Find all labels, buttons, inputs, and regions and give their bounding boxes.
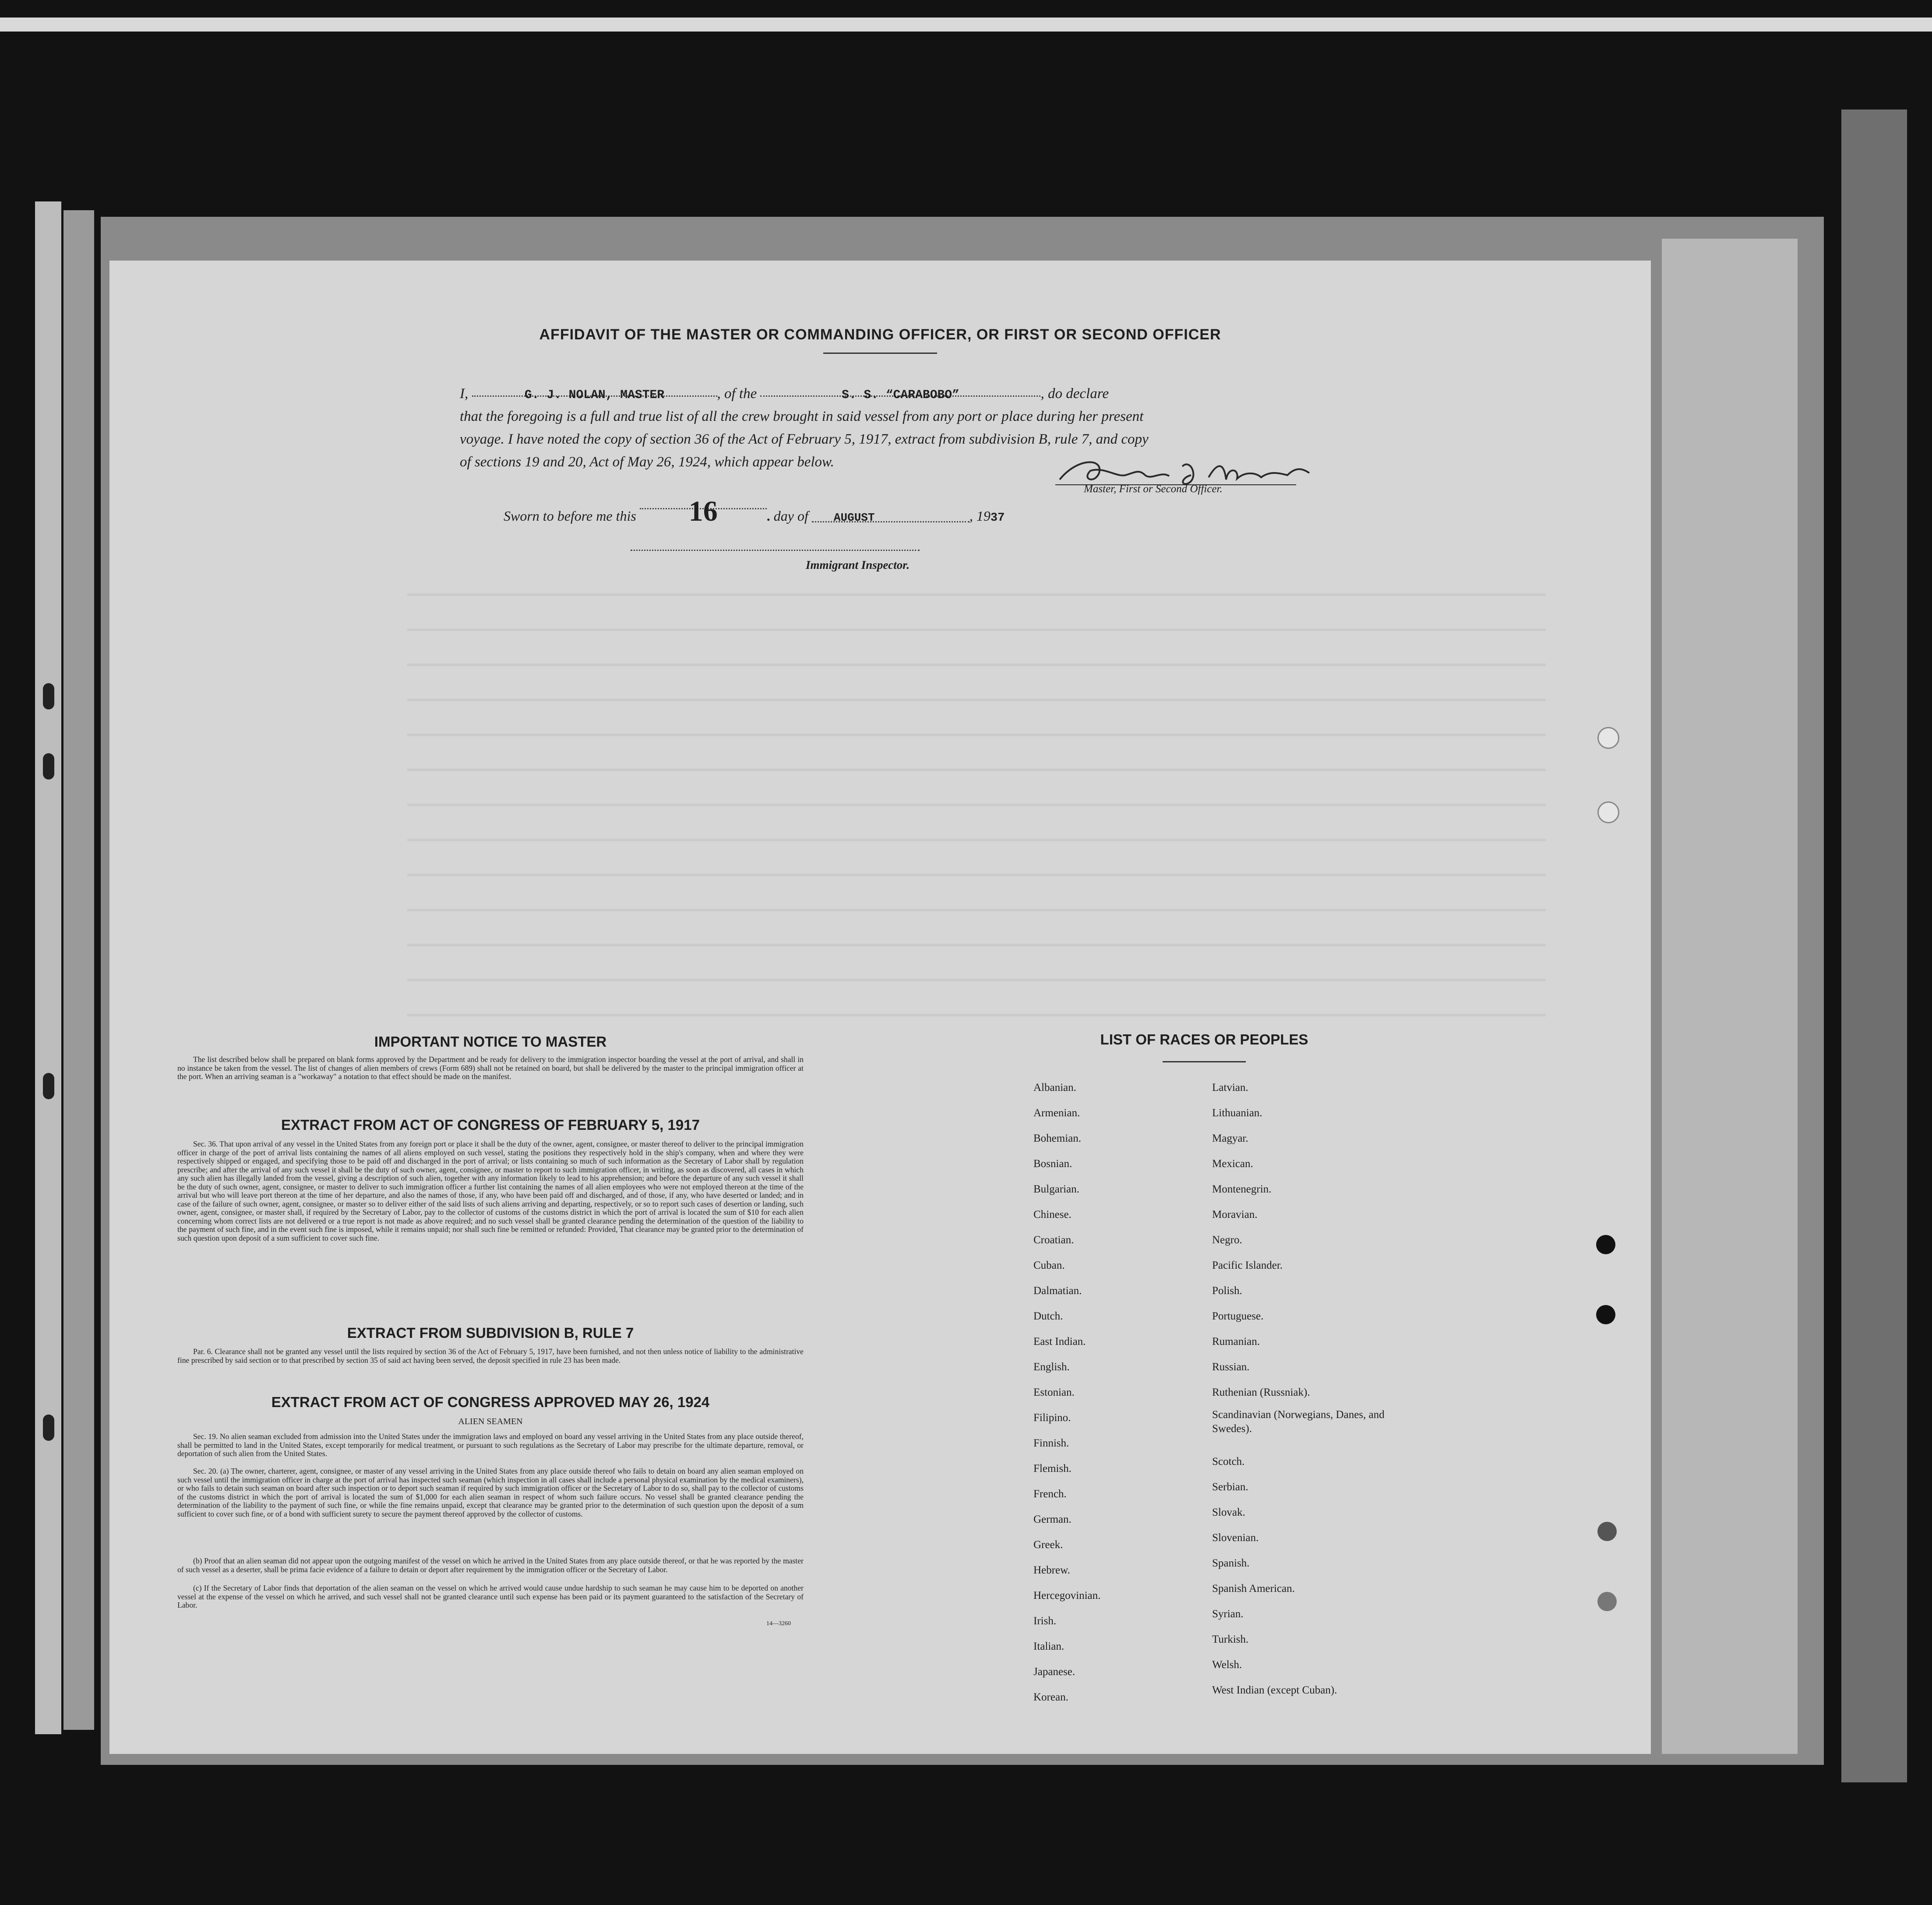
race-item: Italian. (1033, 1640, 1065, 1652)
race-item: Slovak. (1212, 1506, 1245, 1518)
film-edge (0, 18, 1932, 32)
declaration-do-declare: , do declare (1040, 386, 1109, 402)
race-item: Korean. (1033, 1691, 1068, 1703)
race-item: Syrian. (1212, 1608, 1244, 1620)
race-item: Hebrew. (1033, 1564, 1070, 1576)
sec-20b-text: (b) Proof that an alien seaman did not appear upon the outgoing manifest of the vessel on which he arrived in the United States from any place outside thereof, or that he was reported by the master of such vessel as a deserter, shall be prima facie evidence of a failure to detain or deport after requirement by the immigration officer or the Secretary of Labor. (177, 1556, 804, 1574)
race-item: Estonian. (1033, 1386, 1075, 1398)
sec-20c-text: (c) If the Secretary of Labor finds that deportation of the alien seaman on the vessel on which he arrived would cause undue hardship to such seaman he may cause him to be deported on another vessel at the expense of the vessel on which he arrived, and such vessel shall not be granted clearance until such expense has been paid or its payment guaranteed to the satisfaction of the Secretary of Labor. (177, 1584, 804, 1609)
sworn-line: Sworn to before me this 16 . day of AUGUST , 1937 (504, 495, 1005, 527)
race-item: West Indian (except Cuban). (1212, 1684, 1337, 1696)
race-item: Chinese. (1033, 1209, 1072, 1221)
binder-hole (43, 1073, 54, 1099)
race-item: Rumanian. (1212, 1336, 1260, 1348)
declaration-line-4: of sections 19 and 20, Act of May 26, 1924, which appear below. (460, 454, 834, 470)
races-list-right (1212, 1075, 1396, 1703)
race-item: Bulgarian. (1033, 1183, 1079, 1195)
race-item: English. (1033, 1361, 1070, 1373)
race-item: Slovenian. (1212, 1532, 1259, 1544)
race-item: Portuguese. (1212, 1310, 1264, 1322)
sworn-month: AUGUST (833, 511, 875, 524)
race-item: Latvian. (1212, 1082, 1248, 1094)
alien-seamen-subtitle: ALIEN SEAMEN (458, 1417, 523, 1426)
race-item: Lithuanian. (1212, 1107, 1262, 1119)
sworn-year: 37 (990, 512, 1005, 525)
race-item: Spanish American. (1212, 1583, 1295, 1595)
punch-hole (1597, 1592, 1617, 1611)
race-item: French. (1033, 1488, 1067, 1500)
sworn-day: 16 (688, 495, 718, 527)
race-item: Moravian. (1212, 1209, 1258, 1221)
sec-19-text: Sec. 19. No alien seaman excluded from admission into the United States under the immigration laws and employed on board any vessel arriving in the United States from any place outside thereof, shall be permitted to land in the United States, except temporarily for medical treatment, or pursuant to such regulations as the Secretary of Labor may prescribe for the ultimate departure, removal, or deportation of such alien from the United States. (177, 1432, 804, 1458)
title-rule (823, 353, 937, 354)
extract-1917-title: EXTRACT FROM ACT OF CONGRESS OF FEBRUARY 5, 1917 (281, 1117, 700, 1133)
race-item: Turkish. (1212, 1633, 1249, 1645)
signature-caption: Master, First or Second Officer. (1084, 483, 1223, 495)
race-item: Magyar. (1212, 1132, 1248, 1144)
sworn-day-of: day of (773, 508, 808, 524)
race-item: Negro. (1212, 1234, 1242, 1246)
race-item: Bohemian. (1033, 1132, 1082, 1144)
extract-rule7-title: EXTRACT FROM SUBDIVISION B, RULE 7 (347, 1325, 634, 1341)
day-field (640, 495, 767, 527)
race-item: Greek. (1033, 1539, 1063, 1551)
race-item: Polish. (1212, 1285, 1242, 1297)
race-item: Filipino. (1033, 1412, 1071, 1424)
declaration-line-1 (460, 382, 1401, 405)
race-item: Croatian. (1033, 1234, 1074, 1246)
binder-hole (43, 753, 54, 780)
sworn-text: Sworn to before me this (504, 508, 636, 524)
race-item: Spanish. (1212, 1557, 1250, 1569)
month-field (812, 508, 970, 522)
punch-hole (1596, 1235, 1615, 1254)
punch-hole (1597, 801, 1619, 823)
race-item: Armenian. (1033, 1107, 1080, 1119)
race-item: Bosnian. (1033, 1158, 1072, 1170)
vessel-name-field (760, 382, 1040, 402)
race-item: Japanese. (1033, 1666, 1075, 1678)
affidavit-title: AFFIDAVIT OF THE MASTER OR COMMANDING OFFICER, OR FIRST OR SECOND OFFICER (539, 326, 1221, 343)
punch-hole (1596, 1305, 1615, 1324)
declaration-line-2: that the foregoing is a full and true list of all the crew brought in said vessel from any port or place during her present (460, 409, 1144, 424)
race-item: East Indian. (1033, 1336, 1086, 1348)
punch-hole (1597, 727, 1619, 749)
race-item: Albanian. (1033, 1082, 1076, 1094)
document-page (109, 261, 1651, 1754)
binder-hole (43, 683, 54, 709)
binder-strip-left-inner (63, 210, 94, 1730)
race-item: Scandinavian (Norwegians, Danes, and Swedes). (1212, 1409, 1385, 1435)
race-item: Welsh. (1212, 1659, 1242, 1671)
race-item: Irish. (1033, 1615, 1057, 1627)
extract-1924-title: EXTRACT FROM ACT OF CONGRESS APPROVED MAY 26, 1924 (271, 1394, 710, 1410)
binder-hole (43, 1415, 54, 1441)
binder-strip-right (1841, 109, 1907, 1782)
sec-20a-text: Sec. 20. (a) The owner, charterer, agent, consignee, or master of any vessel arriving in the United States from any place outside thereof who fails to detain on board any alien seaman employed on such vessel until the immigration officer in charge at the port of arrival has inspected such seaman (which inspection in all cases shall include a personal physical examination by the medical examiners), or who fails to detain such seaman on board after such inspection or to deport such seaman if required by such immigration officer or the Secretary of Labor to do so, shall pay to the collector of customs of the customs district in which the port of arrival is located the sum of $1,000 for each alien seaman in respect of whom such failure occurs. No vessel shall be granted clearance pending the determination of the liability to the payment of such fine, or while the fine remains unpaid, except that clearance may be granted prior to the determination of such question upon the deposit of a sum sufficient to cover such fine, or of a bond with sufficient surety to secure the payment thereof approved by the collector of customs. (177, 1467, 804, 1518)
race-item: Flemish. (1033, 1463, 1072, 1475)
inspector-signature-line (631, 550, 920, 551)
race-item: Russian. (1212, 1361, 1250, 1373)
races-list-left (1033, 1075, 1200, 1710)
race-item: Serbian. (1212, 1481, 1248, 1493)
race-item: Scotch. (1212, 1456, 1245, 1468)
notice-text: The list described below shall be prepared on blank forms approved by the Department and be ready for delivery to the immigration inspector boarding the vessel at the port of arrival, and shall in no instance be taken from the vessel. The list of changes of alien members of crews (Form 689) shall not be retained on board, but shall be delivered by the master to the principal immigration officer at the port. When an arriving seaman is a "workaway" a notation to that effect should be made on the manifest. (177, 1055, 804, 1081)
race-item: Finnish. (1033, 1437, 1069, 1449)
race-item: Ruthenian (Russniak). (1212, 1386, 1310, 1398)
declaration-of-the: , of the (717, 386, 757, 402)
declaration-line-3: voyage. I have noted the copy of section 36 of the Act of February 5, 1917, extract from subdivision B, rule 7, and copy (460, 431, 1149, 447)
sworn-year-prefix: , 19 (969, 508, 991, 524)
extract-rule7-text: Par. 6. Clearance shall not be granted any vessel until the lists required by section 36 of the Act of February 5, 1917, have been furnished, and not then unless notice of liability to the administrative fine prescribed by said section or to that prescribed by section 35 of said act having been served, the deposit specified in rule 23 has been made. (177, 1347, 804, 1365)
master-name: G. J. NOLAN, MASTER (524, 388, 665, 402)
race-item: Dutch. (1033, 1310, 1063, 1322)
punch-hole (1597, 1522, 1617, 1541)
races-title: LIST OF RACES OR PEOPLES (1100, 1031, 1308, 1048)
master-name-field (472, 382, 717, 402)
inspector-label: Immigrant Inspector. (806, 558, 910, 572)
race-item: Hercegovinian. (1033, 1590, 1101, 1602)
extract-1917-text: Sec. 36. That upon arrival of any vessel in the United States from any foreign port or place it shall be the duty of the owner, agent, consignee, or master thereof to deliver to the principal immigration officer in charge of the port of arrival lists containing the names of all aliens employed on such vessel, stating the positions they respectively hold in the ship's company, when and where they were respectively shipped or engaged, and specifying those to be paid off and discharged in the port of arrival; or lists containing so much of such information as the Secretary of Labor shall by regulation prescribe; and after the arrival of any such vessel it shall be the duty of such owner, agent, consignee, or master to report to such immigration officer, in writing, as soon as discovered, all cases in which any such alien has illegally landed from the vessel, giving a description of such alien, together with any information likely to lead to his apprehension; and before the departure of any such vessel it shall be the duty of such owner, agent, consignee, or master to deliver to such immigration officer a further list containing the names of all alien employees who were not employed thereon at the time of the arrival but who will leave port thereon at the time of her departure, and also the names of those, if any, who have been paid off and discharged, and of those, if any, who have deserted or landed; and in case of the failure of such owner, agent, consignee, or master so to deliver either of the said lists of such aliens arriving and departing, respectively, or so to report such cases of desertion or landing, such owner, agent, consignee, or master shall, if required by the Secretary of Labor, pay to the collector of customs of the customs district in which the port of arrival is located the sum of $10 for each alien concerning whom correct lists are not delivered or a true report is not made as above required; and no such vessel shall be granted clearance pending the determination of the question of the liability to the payment of such fine, and in the event such fine is imposed, while it remains unpaid; nor shall such fine be remitted or refunded: Provided, That clearance may be granted prior to the determination of such question upon deposit of a sum sufficient to cover such fine. (177, 1139, 804, 1242)
race-item: Cuban. (1033, 1259, 1065, 1271)
race-item: Mexican. (1212, 1158, 1253, 1170)
declaration-pronoun: I, (460, 386, 469, 402)
race-item: Montenegrin. (1212, 1183, 1272, 1195)
vessel-name: S. S. “CARABOBO” (842, 388, 959, 402)
underlying-sheet-edge (1662, 239, 1798, 1754)
race-item: German. (1033, 1513, 1072, 1525)
binder-strip-left (35, 201, 61, 1734)
races-title-rule (1163, 1061, 1246, 1062)
notice-title: IMPORTANT NOTICE TO MASTER (374, 1034, 607, 1050)
race-item: Dalmatian. (1033, 1285, 1082, 1297)
race-item: Pacific Islander. (1212, 1259, 1283, 1271)
form-number: 14—3260 (766, 1620, 791, 1627)
